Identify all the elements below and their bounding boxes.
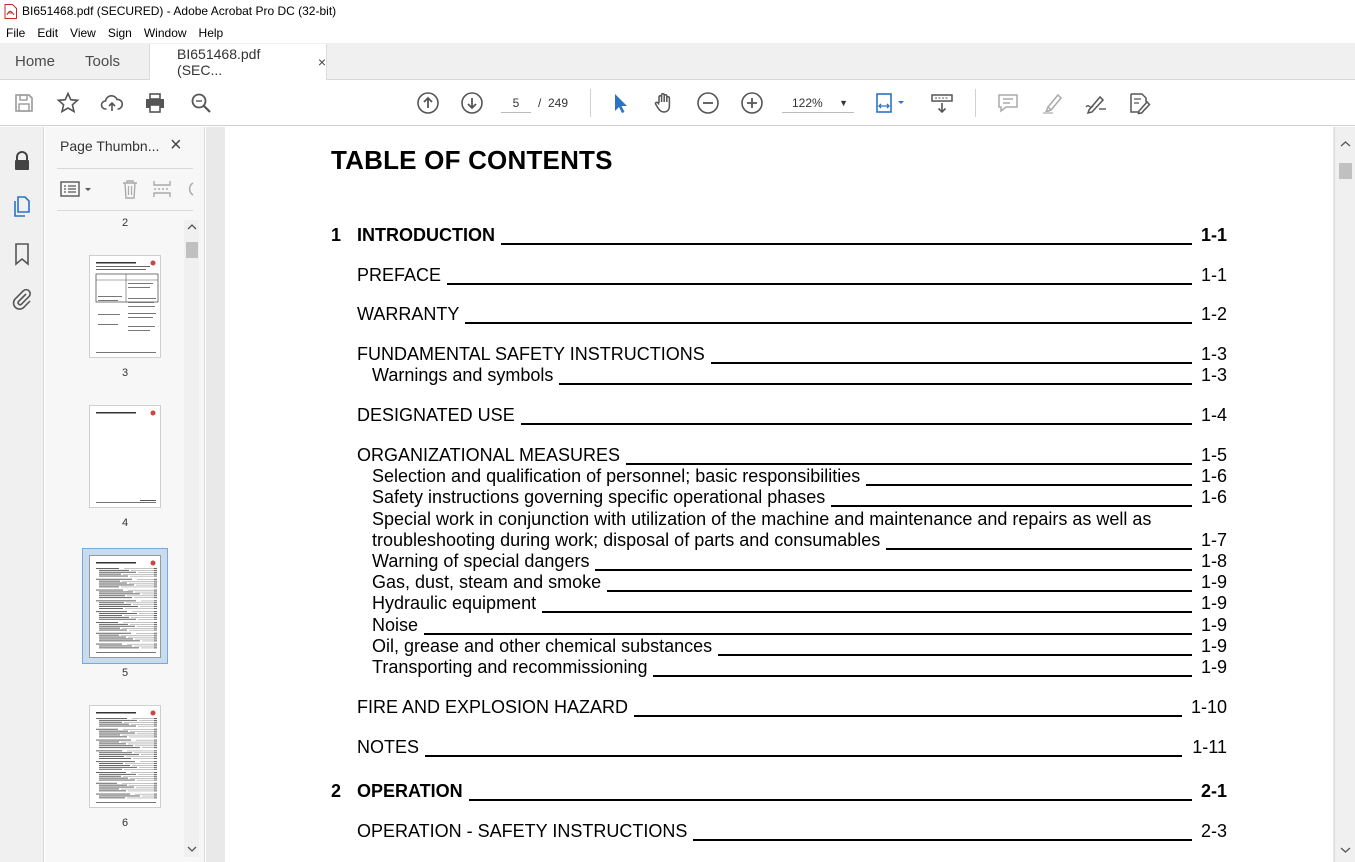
toc-entry-label: OPERATION - SAFETY INSTRUCTIONS bbox=[357, 821, 693, 842]
toc-entry-label: Noise bbox=[372, 615, 424, 636]
toc-entry[interactable] bbox=[225, 636, 1325, 658]
thumbnail-page-6[interactable] bbox=[89, 705, 161, 808]
main-toolbar bbox=[0, 80, 1355, 126]
toc-page-number: 1-6 bbox=[1200, 466, 1227, 486]
thumbnail-preview bbox=[90, 556, 161, 658]
toc-entry-label: Transporting and recommissioning bbox=[372, 657, 653, 678]
toc-leader-line bbox=[357, 755, 1182, 757]
pdf-page bbox=[225, 127, 1333, 862]
left-navigation-rail bbox=[0, 127, 44, 862]
cloud-upload-icon[interactable] bbox=[100, 91, 124, 115]
toc-entry[interactable] bbox=[225, 405, 1325, 427]
panel-toolbar bbox=[57, 177, 197, 201]
toc-page-number: 1-4 bbox=[1200, 405, 1227, 425]
toc-page-number: 1-9 bbox=[1200, 593, 1227, 613]
find-zoom-icon[interactable] bbox=[189, 91, 213, 115]
zoom-in-icon[interactable] bbox=[740, 91, 764, 115]
toc-leader-line bbox=[372, 633, 1192, 635]
panel-divider bbox=[57, 210, 193, 211]
thumbnail-label: 4 bbox=[121, 517, 129, 529]
thumbnail-label: 3 bbox=[121, 367, 129, 379]
toc-entry-label: Warning of special dangers bbox=[372, 551, 595, 572]
toc-entry-label: Oil, grease and other chemical substances bbox=[372, 636, 718, 657]
tab-document-label: BI651468.pdf (SEC... bbox=[177, 46, 261, 78]
toc-entry[interactable] bbox=[225, 365, 1325, 387]
toc-leader-line bbox=[357, 322, 1192, 324]
zoom-out-icon[interactable] bbox=[696, 91, 720, 115]
toc-page-number: 1-8 bbox=[1200, 551, 1227, 571]
tab-home[interactable]: Home bbox=[15, 52, 56, 70]
toc-entry-label: OPERATION bbox=[357, 781, 469, 802]
toc-entry[interactable] bbox=[225, 344, 1325, 366]
menu-bar bbox=[0, 22, 1355, 43]
print-icon[interactable] bbox=[143, 91, 167, 115]
save-icon[interactable] bbox=[12, 91, 36, 115]
toc-page-number: 1-7 bbox=[1200, 530, 1227, 550]
hand-tool-icon[interactable] bbox=[652, 91, 676, 115]
title-bar bbox=[0, 0, 1355, 22]
toc-entry[interactable] bbox=[225, 225, 1325, 247]
page-number-input[interactable]: 5 bbox=[501, 93, 531, 113]
toc-entry-label: Hydraulic equipment bbox=[372, 593, 542, 614]
toc-page-number: 1-10 bbox=[1190, 697, 1227, 717]
panel-close-icon[interactable]: × bbox=[170, 134, 182, 156]
document-viewport bbox=[206, 127, 1334, 862]
bookmark-icon[interactable] bbox=[10, 242, 34, 266]
thumbnail-page-4[interactable] bbox=[89, 405, 161, 508]
thumbnail-preview bbox=[90, 706, 161, 808]
attachment-icon[interactable] bbox=[10, 287, 34, 311]
toc-page-number: 1-9 bbox=[1200, 657, 1227, 677]
toc-page-number: 1-1 bbox=[1200, 265, 1227, 285]
thumbnail-list bbox=[45, 212, 185, 857]
page-thumbnails-icon[interactable] bbox=[10, 195, 34, 219]
toc-entry[interactable] bbox=[225, 781, 1325, 803]
thumbnail-options-icon[interactable] bbox=[59, 179, 95, 199]
toc-page-number: 1-9 bbox=[1200, 636, 1227, 656]
toc-entry[interactable] bbox=[225, 737, 1325, 759]
toc-entry[interactable] bbox=[225, 487, 1325, 509]
document-scrollbar-thumb[interactable] bbox=[1339, 163, 1352, 179]
toc-page-number: 1-2 bbox=[1200, 304, 1227, 324]
insert-pages-icon[interactable] bbox=[151, 178, 173, 200]
page-fit-icon[interactable] bbox=[874, 91, 910, 115]
toc-page-number: 1-3 bbox=[1200, 344, 1227, 364]
menu-help[interactable]: Help bbox=[198, 25, 224, 40]
toc-page-number: 1-11 bbox=[1192, 737, 1227, 757]
scroll-down-icon[interactable] bbox=[1340, 845, 1351, 856]
previous-page-icon[interactable] bbox=[416, 91, 440, 115]
toc-entry-label: FUNDAMENTAL SAFETY INSTRUCTIONS bbox=[357, 344, 711, 365]
page-separator: / bbox=[538, 96, 542, 110]
toc-entry-label: Warnings and symbols bbox=[372, 365, 559, 386]
pdf-file-icon bbox=[4, 4, 17, 19]
lock-icon[interactable] bbox=[10, 149, 34, 173]
panel-scrollbar[interactable] bbox=[184, 220, 199, 857]
toc-entry[interactable] bbox=[225, 466, 1325, 488]
toc-page-number: 2-3 bbox=[1200, 821, 1227, 841]
edit-document-icon[interactable] bbox=[1127, 91, 1151, 115]
scroll-up-icon[interactable] bbox=[187, 222, 197, 232]
tab-close-icon[interactable]: × bbox=[317, 54, 327, 70]
menu-edit[interactable]: Edit bbox=[37, 25, 59, 40]
thumbnail-page-3[interactable] bbox=[89, 255, 161, 358]
document-scrollbar[interactable] bbox=[1334, 127, 1355, 862]
toc-entry[interactable] bbox=[225, 615, 1325, 637]
toc-entry-label: WARRANTY bbox=[357, 304, 465, 325]
toc-page-number: 1-9 bbox=[1200, 615, 1227, 635]
toc-entry-label: Safety instructions governing specific operational phases bbox=[372, 487, 831, 508]
delete-page-icon[interactable] bbox=[119, 178, 141, 200]
scroll-up-icon[interactable] bbox=[1340, 139, 1351, 150]
highlighter-icon[interactable] bbox=[1040, 91, 1064, 115]
sign-pen-icon[interactable] bbox=[1084, 91, 1108, 115]
toc-page-number: 1-1 bbox=[1200, 225, 1227, 245]
toc-entry[interactable] bbox=[225, 509, 1325, 531]
toc-leader-line bbox=[357, 283, 1192, 285]
panel-title: Page Thumbn... bbox=[60, 138, 160, 154]
select-cursor-icon[interactable] bbox=[608, 91, 632, 115]
toc-entry[interactable] bbox=[225, 530, 1325, 552]
toc-entry-label: Special work in conjunction with utilization of the machine and maintenance and repairs as well as bbox=[372, 509, 1157, 530]
toc-entry-label: troubleshooting during work; disposal of parts and consumables bbox=[372, 530, 886, 551]
toolbar-divider bbox=[590, 89, 591, 117]
toc-chapter-number: 2 bbox=[331, 781, 342, 801]
toc-entry-label: NOTES bbox=[357, 737, 425, 758]
zoom-value: 122% bbox=[792, 96, 823, 110]
thumbnail-preview bbox=[90, 256, 161, 358]
rotate-page-icon[interactable] bbox=[183, 178, 195, 200]
toc-entry-label: FIRE AND EXPLOSION HAZARD bbox=[357, 697, 634, 718]
tab-document[interactable] bbox=[149, 44, 327, 80]
thumbnail-label: 2 bbox=[121, 217, 129, 229]
toc-chapter-number: 1 bbox=[331, 225, 342, 245]
toc-entry-label: Gas, dust, steam and smoke bbox=[372, 572, 607, 593]
panel-divider bbox=[57, 168, 193, 169]
toc-entry[interactable] bbox=[225, 821, 1325, 843]
thumbnail-page-5[interactable] bbox=[89, 555, 161, 658]
toc-entry[interactable] bbox=[225, 572, 1325, 594]
toc-entry-label: Selection and qualification of personnel; basic responsibilities bbox=[372, 466, 866, 487]
window-title: BI651468.pdf (SECURED) - Adobe Acrobat Pro DC (32-bit) bbox=[22, 4, 337, 18]
toc-leader-line bbox=[357, 799, 1192, 801]
menu-sign[interactable]: Sign bbox=[107, 25, 132, 40]
toc-page-number: 1-9 bbox=[1200, 572, 1227, 592]
tab-tools[interactable]: Tools bbox=[85, 52, 121, 70]
toc-entry-label: PREFACE bbox=[357, 265, 447, 286]
thumbnail-label: 5 bbox=[121, 667, 129, 679]
toc-entry-label: INTRODUCTION bbox=[357, 225, 501, 246]
next-page-icon[interactable] bbox=[460, 91, 484, 115]
scroll-down-icon[interactable] bbox=[187, 844, 197, 854]
toc-page-number: 1-5 bbox=[1200, 445, 1227, 465]
panel-scrollbar-thumb[interactable] bbox=[186, 242, 198, 258]
toc-page-number: 1-3 bbox=[1200, 365, 1227, 385]
scroll-mode-icon[interactable] bbox=[930, 91, 954, 115]
page-total: 249 bbox=[548, 96, 569, 110]
page-thumbnails-panel bbox=[45, 127, 205, 862]
toc-entry[interactable] bbox=[225, 551, 1325, 573]
chevron-down-icon: ▼ bbox=[839, 98, 848, 108]
menu-window[interactable]: Window bbox=[143, 25, 187, 40]
tab-bar bbox=[0, 43, 1355, 80]
toc-heading: TABLE OF CONTENTS bbox=[331, 145, 613, 175]
toc-entry[interactable] bbox=[225, 593, 1325, 615]
star-icon[interactable] bbox=[56, 91, 80, 115]
thumbnail-label: 6 bbox=[121, 817, 129, 829]
thumbnail-preview bbox=[90, 406, 161, 508]
toc-entry[interactable] bbox=[225, 265, 1325, 287]
menu-file[interactable]: File bbox=[6, 25, 26, 40]
toolbar-divider bbox=[975, 89, 976, 117]
comment-icon[interactable] bbox=[996, 91, 1020, 115]
toc-page-number: 2-1 bbox=[1200, 781, 1227, 801]
toc-entry-label: DESIGNATED USE bbox=[357, 405, 521, 426]
toc-entry[interactable] bbox=[225, 445, 1325, 467]
toc-entry-label: ORGANIZATIONAL MEASURES bbox=[357, 445, 626, 466]
zoom-level-select[interactable] bbox=[782, 93, 854, 113]
toc-entry[interactable] bbox=[225, 304, 1325, 326]
toc-page-number: 1-6 bbox=[1200, 487, 1227, 507]
menu-view[interactable]: View bbox=[70, 25, 96, 40]
toc-entry[interactable] bbox=[225, 697, 1325, 719]
toc-entry[interactable] bbox=[225, 657, 1325, 679]
